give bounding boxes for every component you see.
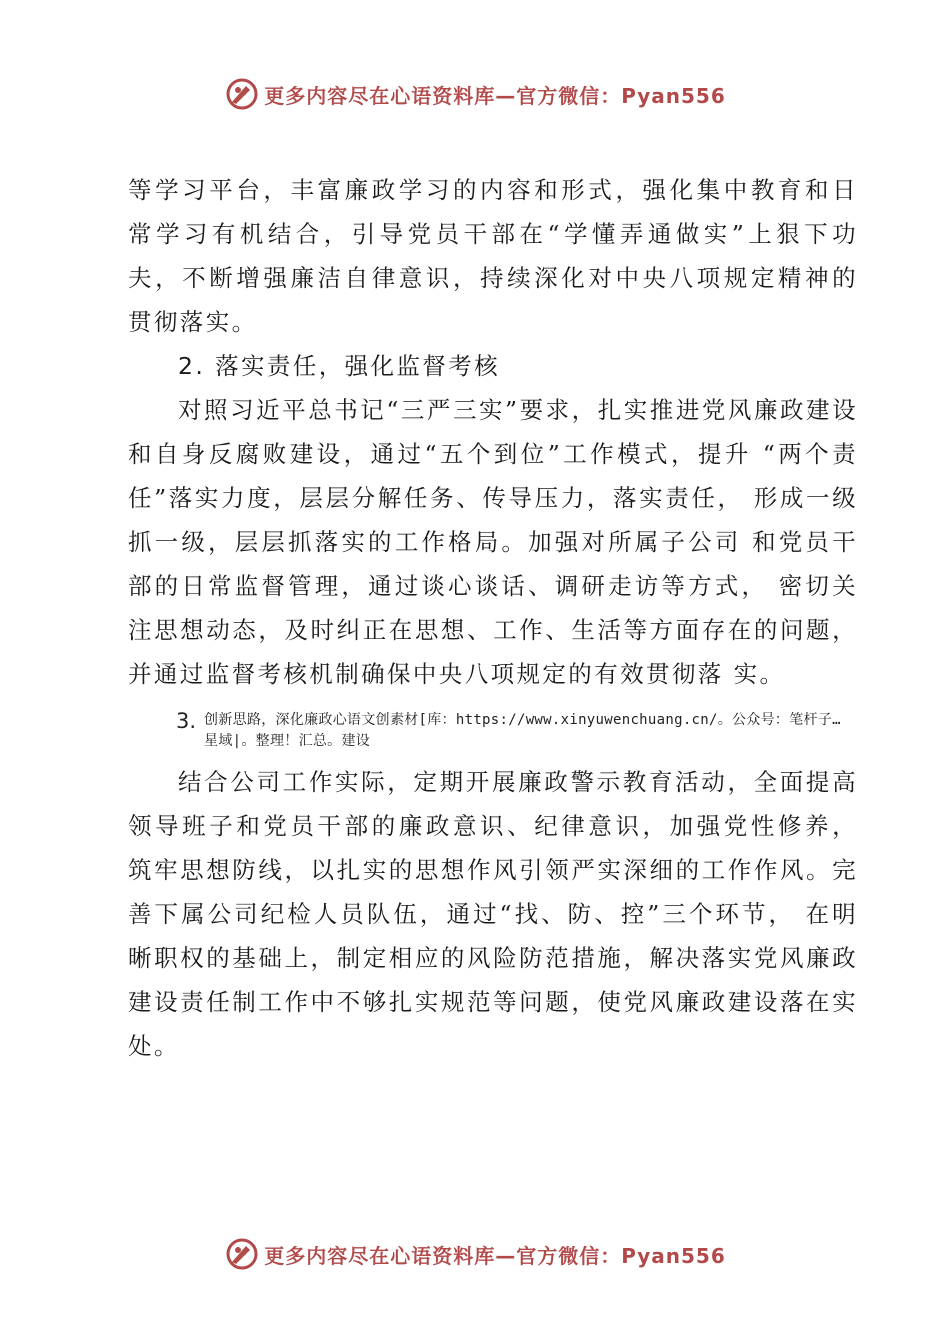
paragraph-3: 结合公司工作实际，定期开展廉政警示教育活动，全面提高领导班子和党员干部的廉政意识、纪律意识，加强党性修养， 筑牢思想防线，以扎实的思想作风引领严实深细的工作作风。完善下属公司纪检人员队伍，通过“找、防、控”三个环节， 在明晰职权的基础上，制定相应的风险防范措施，解决落实党风廉政建设责任制工作中不够扎实规范等问题，使党风廉政建设落在实处。 (128, 768, 858, 1060)
logo-icon (224, 76, 260, 112)
paragraph-2: 对照习近平总书记“三严三实”要求，扎实推进党风廉政建设和自身反腐败建设，通过“五个到位”工作模式，提升 “两个责任”落实力度，层层分解任务、传导压力，落实责任， 形成一级抓一级，层层抓落实的工作格局。加强对所属子公司 和党员干部的日常监督管理，通过谈心谈话、调研走访等方式， 密切关注思想动态，及时纠正在思想、工作、生活等方面存在的问题，并通过监督考核机制确保中央八项规定的有效贯彻落 实。 (128, 396, 858, 688)
footer-banner (0, 1234, 950, 1274)
section-heading-3-text: 创新思路，深化廉政心语文创素材[库：https://www.xinyuwenchuang.cn/。公众号：笔杆子…星域|。整理！汇总。建设 (204, 712, 841, 749)
section-number-3: 3. (176, 709, 197, 733)
section-heading-3 (176, 710, 858, 752)
document-body (128, 168, 858, 1068)
paragraph-1: 等学习平台，丰富廉政学习的内容和形式，强化集中教育和日 常学习有机结合，引导党员干部在“学懂弄通做实”上狠下功 夫，不断增强廉洁自律意识，持续深化对中央八项规定精神的 贯彻落实。 (128, 176, 858, 336)
header-banner (0, 74, 950, 114)
logo-icon (224, 1236, 260, 1272)
banner-text: 更多内容尽在心语资料库—官方微信：Pyan556 (264, 83, 726, 108)
section-heading-2: 2. 落实责任，强化监督考核 (178, 352, 500, 380)
banner-text: 更多内容尽在心语资料库—官方微信：Pyan556 (264, 1243, 726, 1268)
